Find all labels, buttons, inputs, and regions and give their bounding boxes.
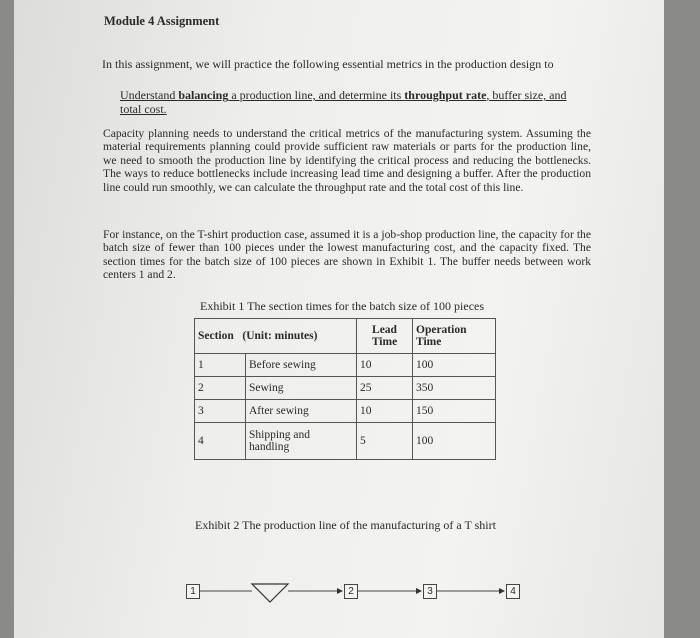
header-section-label: Section xyxy=(198,330,234,342)
cell-op: 150 xyxy=(413,400,496,423)
cell-section: 3 xyxy=(195,400,246,423)
objective-statement xyxy=(120,88,590,116)
arrowhead-icon xyxy=(499,588,505,594)
flow-connectors xyxy=(184,578,534,608)
cell-name: Sewing xyxy=(246,377,357,400)
cell-name: Before sewing xyxy=(246,354,357,377)
paragraph-tshirt-case: For instance, on the T-shirt production case, assumed it is a job-shop production line, the capacity for the batch size of fewer than 100 pieces under the lowest manufacturing cost, and the capacity fixed. The section times for the batch size of 100 pieces are shown in Exhibit 1. The buffer needs between work centers 1 and 2. xyxy=(103,228,591,282)
objective-part2: a production line, and determine its xyxy=(228,88,405,102)
cell-section: 1 xyxy=(195,354,246,377)
header-section xyxy=(195,319,357,354)
work-center-node: 4 xyxy=(506,584,520,599)
header-lead-time: Lead Time xyxy=(357,319,413,354)
document-page xyxy=(14,0,664,638)
objective-part1: Understand xyxy=(120,88,179,102)
table-row xyxy=(195,423,496,460)
cell-lead: 10 xyxy=(357,400,413,423)
section-times-table xyxy=(194,318,496,460)
work-center-node: 2 xyxy=(344,584,358,599)
cell-lead: 5 xyxy=(357,423,413,460)
cell-op: 350 xyxy=(413,377,496,400)
table-header-row xyxy=(195,319,496,354)
header-unit-label: (Unit: minutes) xyxy=(242,330,318,342)
production-line-diagram xyxy=(184,578,534,608)
exhibit2-caption: Exhibit 2 The production line of the manufacturing of a T shirt xyxy=(195,518,496,532)
table-row xyxy=(195,354,496,377)
table-row xyxy=(195,400,496,423)
header-operation-time: Operation Time xyxy=(413,319,496,354)
arrowhead-icon xyxy=(337,588,343,594)
work-center-node: 3 xyxy=(423,584,437,599)
objective-bold2: throughput rate xyxy=(404,88,487,102)
cell-lead: 25 xyxy=(357,377,413,400)
cell-section: 2 xyxy=(195,377,246,400)
page-title: Module 4 Assignment xyxy=(104,14,220,28)
objective-part3: , buffer size, and total cost. xyxy=(120,88,567,116)
cell-name: After sewing xyxy=(246,400,357,423)
buffer-triangle-icon xyxy=(252,584,288,602)
cell-op: 100 xyxy=(413,354,496,377)
cell-section: 4 xyxy=(195,423,246,460)
objective-bold1: balancing xyxy=(178,88,229,102)
intro-text: In this assignment, we will practice the following essential metrics in the production design to xyxy=(102,57,554,71)
cell-op: 100 xyxy=(413,423,496,460)
arrowhead-icon xyxy=(416,588,422,594)
cell-lead: 10 xyxy=(357,354,413,377)
table-row xyxy=(195,377,496,400)
exhibit1-caption: Exhibit 1 The section times for the batch size of 100 pieces xyxy=(200,299,485,313)
cell-name: Shipping and handling xyxy=(246,423,357,460)
work-center-node: 1 xyxy=(186,584,200,599)
paragraph-capacity-planning: Capacity planning needs to understand the critical metrics of the manufacturing system. Assuming the material requirements planning could provide sufficient raw materials or parts for the production line, we need to smooth the production line by identifying the critical process and reducing the bottlenecks. The ways to reduce bottlenecks include increasing lead time and designing a buffer. After the production line could run smoothly, we can calculate the throughput rate and the total cost of this line. xyxy=(103,127,591,194)
